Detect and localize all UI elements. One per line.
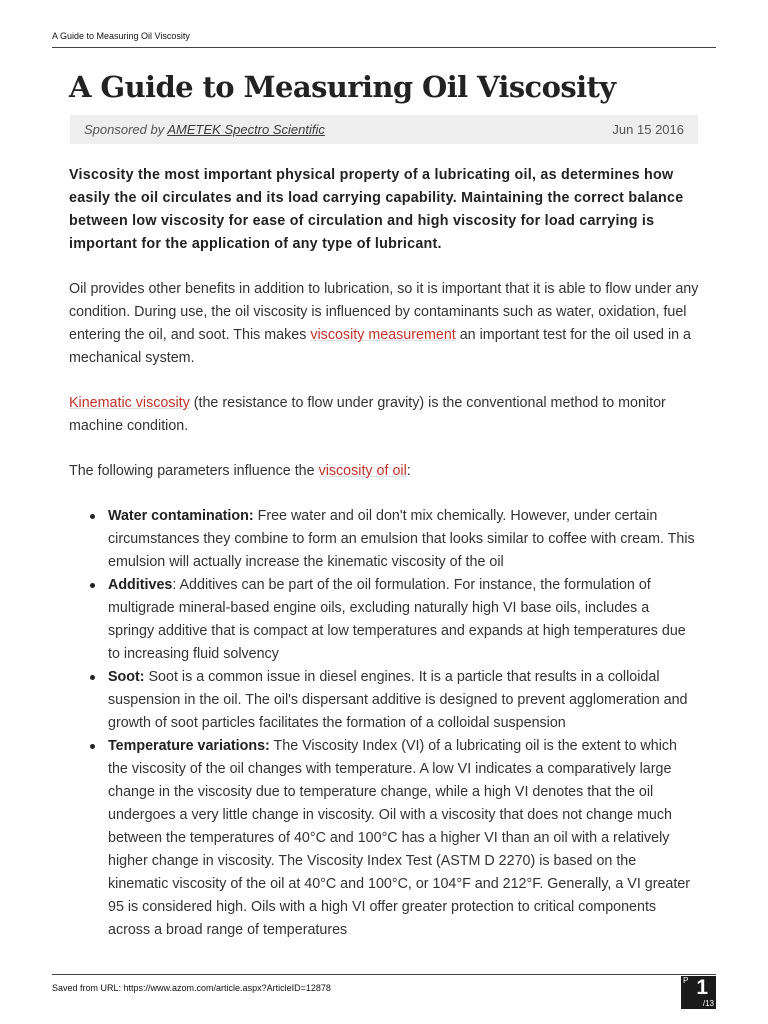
p3-tail: : — [406, 463, 411, 479]
page-total: /13 — [702, 999, 714, 1008]
bullet-icon — [90, 744, 95, 749]
param-term: Temperature variations: — [108, 738, 270, 754]
page-number: 1 — [696, 976, 708, 999]
lead-paragraph: Viscosity the most important physical property of a lubricating oil, as determines how easily the oil circulates and its load carrying capability. Maintaining the correct balance between low viscosity for ease of circulation and high viscosity for load carrying is important for the application of any type of lubricant. — [69, 167, 684, 252]
list-item — [69, 666, 699, 735]
running-title: A Guide to Measuring Oil Viscosity — [52, 31, 190, 41]
kinematic-viscosity-link[interactable]: Kinematic viscosity — [69, 395, 190, 411]
header-divider — [52, 47, 716, 48]
article-title: A Guide to Measuring Oil Viscosity — [69, 70, 616, 104]
parameters-list — [69, 505, 699, 942]
page-label: P — [683, 976, 689, 985]
page-indicator — [681, 976, 716, 1009]
p1-tail: an important test for the oil used in a mechanical system. — [69, 327, 691, 366]
param-text: : Additives can be part of the oil formulation. For instance, the formulation of multigrade mineral-based engine oils, excluding naturally high VI base oils, includes a springy additive that is compact at low temperatures and expands at high temperatures due to increasing fluid solvency — [108, 577, 686, 662]
bullet-icon — [90, 675, 95, 680]
p1-text: Oil provides other benefits in addition to lubrication, so it is important that it is able to flow under any condition. During use, the oil viscosity is influenced by contaminants such as water, oxidation, fuel entering the oil, and soot. This makes — [69, 281, 699, 343]
param-term: Water contamination: — [108, 508, 254, 524]
p3-text: The following parameters influence the — [69, 463, 315, 479]
viscosity-measurement-link[interactable]: viscosity measurement — [310, 327, 456, 343]
sponsor-prefix: Sponsored by — [84, 122, 165, 137]
bullet-icon — [90, 514, 95, 519]
param-text: Free water and oil don't mix chemically. However, under certain circumstances they combine to form an emulsion that looks similar to coffee with cream. This emulsion will actually increase the kinematic viscosity of the oil — [108, 508, 695, 570]
param-text: Soot is a common issue in diesel engines. It is a particle that results in a colloidal suspension in the oil. The oil's dispersant additive is designed to prevent agglomeration and growth of soot particles facilitates the formation of a colloidal suspension — [108, 669, 688, 731]
footer-divider — [52, 974, 716, 975]
param-term: Additives — [108, 577, 173, 593]
viscosity-of-oil-link[interactable]: viscosity of oil — [318, 463, 407, 479]
publish-date: Jun 15 2016 — [612, 122, 684, 137]
sponsor-line — [84, 122, 325, 137]
list-item — [69, 574, 699, 666]
paragraph-oil-benefits — [69, 278, 699, 370]
article-body — [69, 164, 699, 942]
list-item — [69, 505, 699, 574]
paragraph-parameters-intro — [69, 460, 699, 483]
bullet-icon — [90, 583, 95, 588]
list-item — [69, 735, 699, 942]
param-term: Soot: — [108, 669, 145, 685]
p2-text: (the resistance to flow under gravity) is the conventional method to monitor machine condition. — [69, 395, 666, 434]
paragraph-kinematic — [69, 392, 699, 438]
saved-from-url: Saved from URL: https://www.azom.com/article.aspx?ArticleID=12878 — [52, 983, 331, 993]
byline-bar — [70, 115, 698, 144]
sponsor-link[interactable]: AMETEK Spectro Scientific — [167, 122, 325, 137]
param-text: The Viscosity Index (VI) of a lubricating oil is the extent to which the viscosity of the oil changes with temperature. A low VI indicates a comparatively large change in the viscosity due to temperature change, while a high VI denotes that the oil undergoes a very little change in viscosity. Oil with a viscosity that does not change much between the temperatures of 40°C and 100°C has a higher VI than an oil with a relatively higher change in viscosity. The Viscosity Index Test (ASTM D 2270) is based on the kinematic viscosity of the oil at 40°C and 100°C, or 104°F and 212°F. Generally, a VI greater 95 is considered high. Oils with a high VI offer greater protection to critical components across a broad range of temperatures — [108, 738, 691, 938]
